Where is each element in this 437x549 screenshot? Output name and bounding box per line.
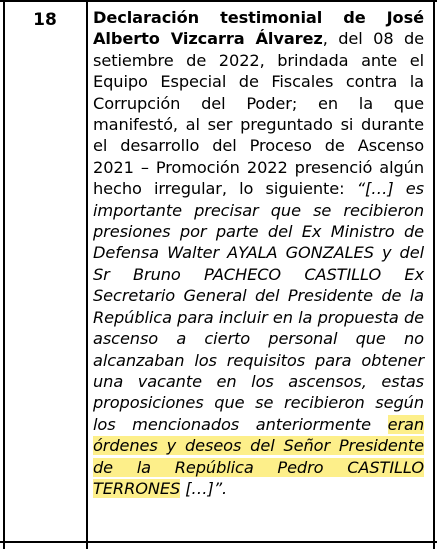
table-right-border bbox=[433, 0, 435, 549]
quote-close: […]”. bbox=[180, 478, 228, 498]
table-row-divider bbox=[0, 541, 437, 543]
quote-body: es importante precisar que se recibieron presiones por parte del Ex Ministro de Defensa Walter AYALA GONZALES y del Sr Bruno PACHECO CASTILLO Ex Secretario General del Presidente de la República para incluir en la propuesta de ascenso a cierto personal que no alcanzaban los requisitos para obtener una vacante en los ascensos, estas proposiciones que se recibieron según los mencionados anteriormente bbox=[93, 179, 424, 434]
quote-open: “[…] bbox=[356, 179, 406, 199]
table-column-divider bbox=[86, 0, 88, 549]
table-top-border bbox=[0, 0, 437, 2]
testimony-paragraph bbox=[93, 7, 424, 499]
row-number: 18 bbox=[33, 10, 57, 30]
testimony-intro: , del 08 de setiembre de 2022, brindada ante el Equipo Especial de Fiscales contra la Corrupción del Poder; en la que manifestó, al ser preguntado si durante el desarrollo del Proceso de Ascenso 2021 – Promoción 2022 presenció algún hecho irregular, lo siguiente: bbox=[93, 29, 424, 199]
testimony-title: Declaración testimonial de José Alberto Vizcarra Álvarez bbox=[93, 8, 424, 49]
row-content bbox=[93, 7, 424, 499]
highlighted-quote: eran órdenes y deseos del Señor Presidente de la República Pedro CASTILLO TERRONES bbox=[93, 414, 424, 498]
table-left-border bbox=[3, 0, 5, 549]
